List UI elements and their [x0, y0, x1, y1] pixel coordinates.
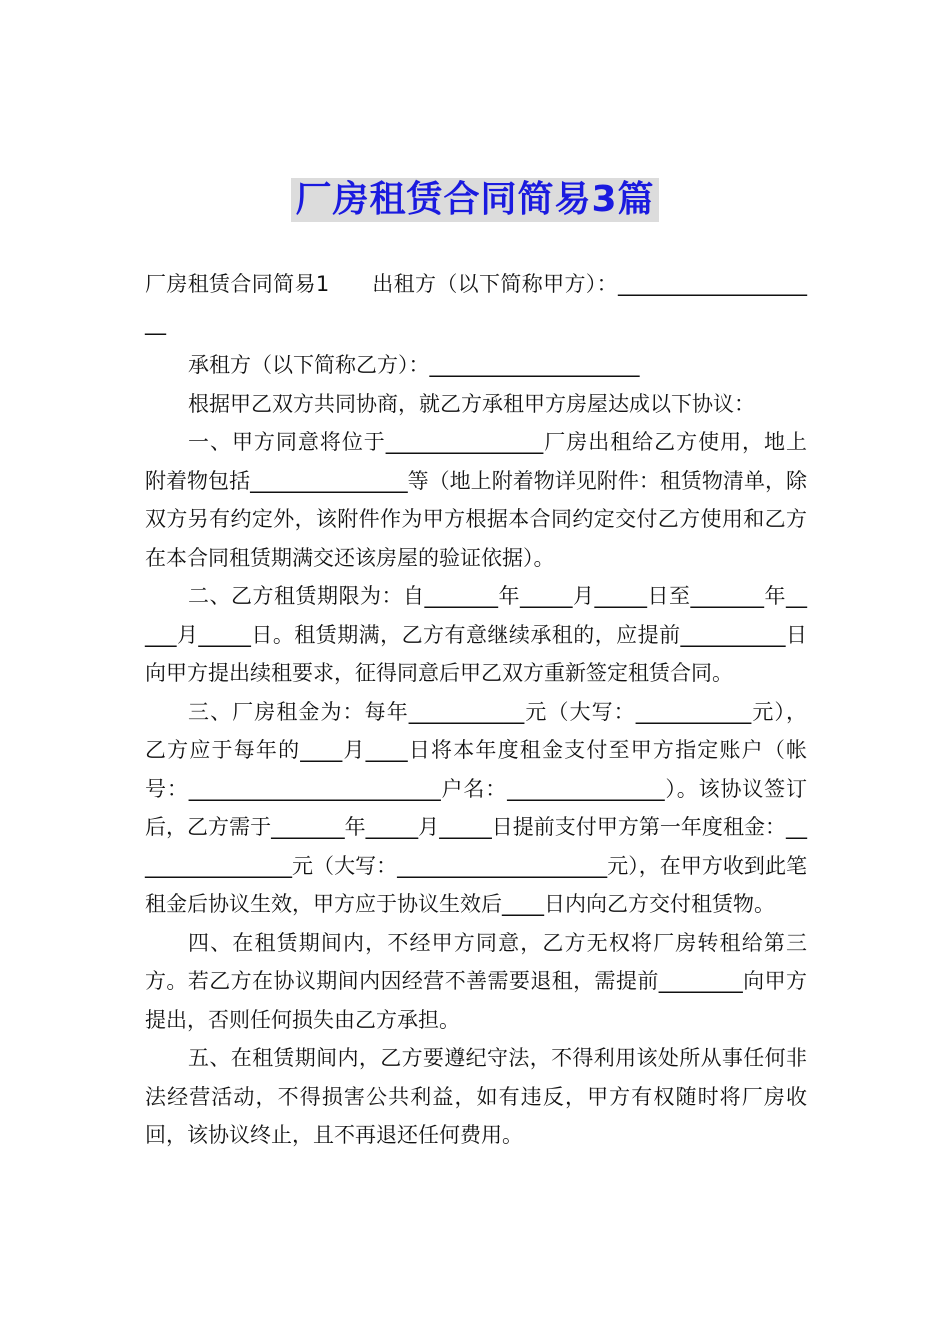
- paragraph-clause-1: 一、甲方同意将位于_______________厂房出租给乙方使用，地上附着物包括_______________等（地上附着物详见附件：租赁物清单，除双方另有约定外，该附件作为甲方根据本合同约定交付乙方使用和乙方在本合同租赁期满交还该房屋的验证依据）。: [145, 430, 807, 570]
- paragraph-clause-4: 四、在租赁期间内，不经甲方同意，乙方无权将厂房转租给第三方。若乙方在协议期间内因经营不善需要退租，需提前________向甲方提出，否则任何损失由乙方承担。: [145, 930, 807, 1032]
- paragraph-clause-5: 五、在租赁期间内，乙方要遵纪守法，不得利用该处所从事任何非法经营活动，不得损害公共利益，如有违反，甲方有权随时将厂房收回，该协议终止，且不再退还任何费用。: [145, 1046, 807, 1147]
- paragraph-agreement-basis: 根据甲乙双方共同协商，就乙方承租甲方房屋达成以下协议：: [188, 391, 755, 416]
- paragraph-contract-intro: 厂房租赁合同简易1 出租方（以下简称甲方）：____________________: [145, 272, 807, 335]
- paragraph-lessee: 承租方（以下简称乙方）：____________________: [188, 353, 640, 377]
- document-body: [145, 265, 807, 1155]
- paragraph-clause-3: 三、厂房租金为：每年___________元（大写：___________元），乙方应于每年的____月____日将本年度租金支付至甲方指定账户（帐号：________________________户名：_______________）。该协议签订后，乙方需于_______年_____月_____日提前支付甲方第一年度租金：________________元（大写：____________________元），在甲方收到此笔租金后协议生效，甲方应于协议生效后____日内向乙方交付租赁物。: [145, 699, 807, 916]
- paragraph-clause-2: 二、乙方租赁期限为：自_______年_____月_____日至_______年_____月_____日。租赁期满，乙方有意继续承租的，应提前__________日向甲方提出续租要求，征得同意后甲乙双方重新签定租赁合同。: [145, 584, 807, 685]
- document-title: 厂房租赁合同简易3篇: [291, 178, 658, 222]
- title-container: [0, 178, 950, 222]
